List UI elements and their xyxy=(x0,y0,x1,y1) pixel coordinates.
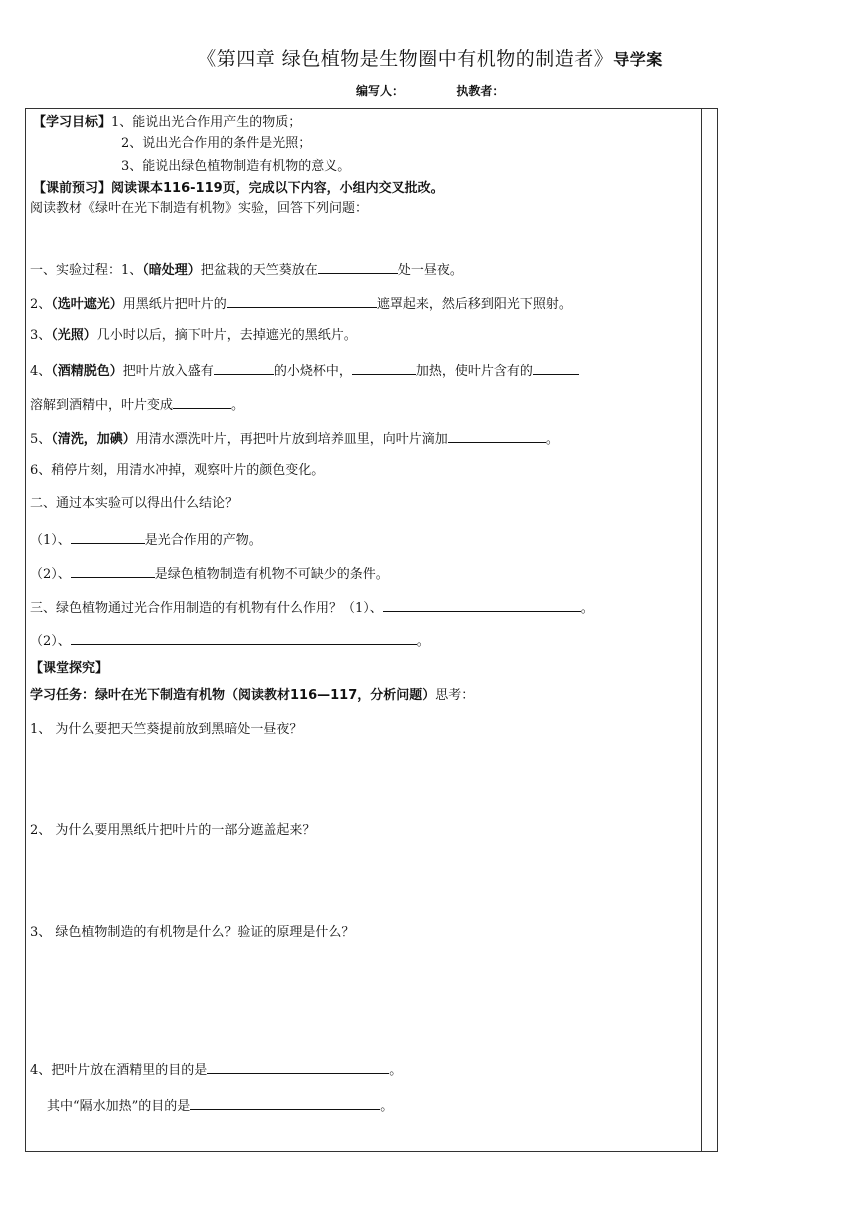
blank-field[interactable] xyxy=(71,529,145,544)
step-5-title: （清洗，加碘） xyxy=(51,432,136,447)
blank-field[interactable] xyxy=(207,1059,389,1074)
explore-question-5-end: 。 xyxy=(380,1099,394,1114)
explore-question-2: 2、 为什么要用黑纸片把叶片的一部分遮盖起来？ xyxy=(30,823,316,838)
explore-question-4 xyxy=(30,1059,402,1080)
blank-field[interactable] xyxy=(533,360,579,375)
step-2-text: 用黑纸片把叶片的 xyxy=(122,297,227,312)
step-6: 6、稍停片刻，用清水冲掉，观察叶片的颜色变化。 xyxy=(30,463,325,478)
preview-instruction: 阅读课本116-119页，完成以下内容，小组内交叉批改。 xyxy=(111,181,444,196)
blank-field[interactable] xyxy=(227,293,377,308)
step-1-title: （暗处理） xyxy=(142,263,201,278)
explore-task-think: 思考： xyxy=(435,688,475,703)
step-1-end: 处一昼夜。 xyxy=(397,263,463,278)
step-4-cont xyxy=(30,394,244,415)
step-4-text-4: 溶解到酒精中，叶片变成 xyxy=(30,398,174,413)
conclusion-1-number: （1）、 xyxy=(30,533,71,548)
blank-field[interactable] xyxy=(173,394,231,409)
goals-label: 【学习目标】 xyxy=(33,115,112,130)
preview-intro: 阅读教材《绿叶在光下制造有机物》实验，回答下列问题： xyxy=(30,201,369,216)
preview-line xyxy=(33,180,444,198)
explore-label: 【课堂探究】 xyxy=(30,661,109,676)
preview-label: 【课前预习】 xyxy=(33,181,112,196)
step-2-end: 遮罩起来，然后移到阳光下照射。 xyxy=(376,297,572,312)
step-5-text: 用清水漂洗叶片，再把叶片放到培养皿里，向叶片滴加 xyxy=(135,432,448,447)
blank-field[interactable] xyxy=(71,563,155,578)
step-3 xyxy=(30,327,357,345)
step-4-text: 把叶片放入盛有 xyxy=(122,364,214,379)
question-two: 二、通过本实验可以得出什么结论？ xyxy=(30,496,239,511)
question-three-part-2-end: 。 xyxy=(416,634,430,649)
conclusion-1 xyxy=(30,529,262,550)
step-4 xyxy=(30,360,579,381)
explore-question-1: 1、 为什么要把天竺葵提前放到黑暗处一昼夜？ xyxy=(30,722,303,737)
step-3-number: 3、 xyxy=(30,328,52,343)
step-3-title: （光照） xyxy=(51,328,97,343)
side-column-divider xyxy=(701,108,702,1152)
question-three-part-2-number: （2）、 xyxy=(30,634,71,649)
page-title xyxy=(0,44,860,71)
step-2 xyxy=(30,293,572,314)
conclusion-2-text: 是绿色植物制造有机物不可缺少的条件。 xyxy=(154,567,389,582)
author-row xyxy=(356,82,504,99)
teacher-label: 执教者： xyxy=(456,84,505,98)
blank-field[interactable] xyxy=(352,360,416,375)
explore-question-4-end: 。 xyxy=(389,1063,403,1078)
question-three xyxy=(30,597,594,618)
conclusion-2-number: （2）、 xyxy=(30,567,71,582)
goals-line-1 xyxy=(33,114,301,132)
step-4-text-2: 的小烧杯中， xyxy=(273,364,352,379)
explore-question-3: 3、 绿色植物制造的有机物是什么？验证的原理是什么？ xyxy=(30,925,355,940)
explore-question-4-text: 4、把叶片放在酒精里的目的是 xyxy=(30,1063,208,1078)
step-5-number: 5、 xyxy=(30,432,52,447)
explore-question-5-text: 其中“隔水加热”的目的是 xyxy=(47,1099,191,1114)
title-main: 《第四章 绿色植物是生物圈中有机物的制造者》 xyxy=(197,48,614,70)
title-suffix: 导学案 xyxy=(613,50,663,69)
explore-task xyxy=(30,687,474,705)
author-label: 编写人： xyxy=(356,84,405,98)
blank-field[interactable] xyxy=(448,428,546,443)
blank-field[interactable] xyxy=(71,630,417,645)
step-2-number: 2、 xyxy=(30,297,52,312)
question-three-end: 。 xyxy=(580,601,594,616)
step-4-number: 4、 xyxy=(30,364,52,379)
goal-item-3: 3、能说出绿色植物制造有机物的意义。 xyxy=(121,159,351,174)
step-4-title: （酒精脱色） xyxy=(51,364,123,379)
blank-field[interactable] xyxy=(214,360,274,375)
step-3-text: 几小时以后，摘下叶片，去掉遮光的黑纸片。 xyxy=(96,328,357,343)
goal-item-1: 1、能说出光合作用产生的物质； xyxy=(111,115,302,130)
question-three-text: 三、绿色植物通过光合作用制造的有机物有什么作用？（1）、 xyxy=(30,601,383,616)
goal-item-2: 2、说出光合作用的条件是光照； xyxy=(121,136,312,151)
step-1-number: 一、实验过程：1、 xyxy=(30,263,143,278)
blank-field[interactable] xyxy=(190,1095,380,1110)
step-5-end: 。 xyxy=(545,432,559,447)
step-1-text: 把盆栽的天竺葵放在 xyxy=(200,263,318,278)
explore-question-5 xyxy=(47,1095,393,1116)
explore-task-title: 学习任务：绿叶在光下制造有机物（阅读教材116—117，分析问题） xyxy=(30,688,436,703)
question-three-part-2 xyxy=(30,630,430,651)
conclusion-1-text: 是光合作用的产物。 xyxy=(144,533,262,548)
step-1 xyxy=(30,259,463,280)
step-4-end: 。 xyxy=(231,398,245,413)
step-5 xyxy=(30,428,559,449)
blank-field[interactable] xyxy=(383,597,581,612)
step-4-text-3: 加热，使叶片含有的 xyxy=(415,364,533,379)
blank-field[interactable] xyxy=(318,259,398,274)
conclusion-2 xyxy=(30,563,389,584)
step-2-title: （选叶遮光） xyxy=(51,297,123,312)
